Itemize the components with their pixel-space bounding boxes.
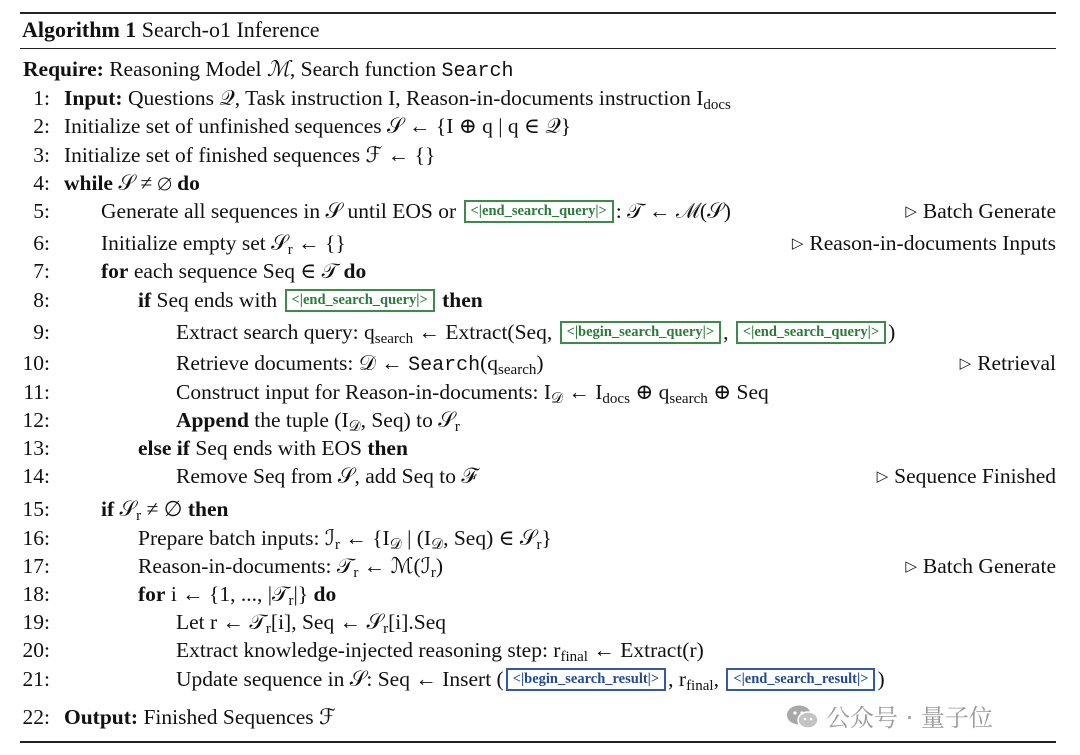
comment-text: Retrieval bbox=[977, 351, 1056, 375]
line-text-b: |} bbox=[293, 582, 314, 606]
line-subscript: 𝒟 bbox=[348, 419, 361, 435]
algorithm-line-12 bbox=[0, 406, 1056, 434]
line-text-d: , Seq) ∈ 𝒮 bbox=[443, 526, 537, 550]
end-search-query-token: <|end_search_query|> bbox=[285, 289, 435, 312]
algorithm-line-3 bbox=[0, 141, 1056, 169]
comment-text: Reason-in-documents Inputs bbox=[809, 231, 1056, 255]
line-comment bbox=[905, 552, 1056, 583]
require-text: Reasoning Model bbox=[109, 57, 267, 81]
line-keyword-end: do bbox=[343, 259, 367, 283]
line-subscript: r bbox=[383, 621, 389, 637]
line-subscript: r bbox=[136, 508, 142, 524]
line-close: ) bbox=[877, 667, 885, 691]
line-comment bbox=[960, 349, 1056, 380]
watermark bbox=[786, 698, 993, 733]
line-text: Remove Seq from 𝒮, add Seq to ℱ bbox=[176, 464, 478, 488]
search-function-name: Search bbox=[408, 354, 481, 377]
algorithm-line-15 bbox=[0, 495, 1056, 523]
comment-text: Batch Generate bbox=[922, 554, 1056, 578]
algorithm-line-2 bbox=[0, 112, 1056, 140]
require-keyword: Require: bbox=[23, 57, 104, 81]
require-text-b: , Search function bbox=[289, 57, 442, 81]
line-text: Initialize set of unfinished sequences 𝒮 ← {I ⊕ q | q ∈ 𝒬} bbox=[64, 114, 572, 138]
line-keyword-end: then bbox=[187, 497, 229, 521]
line-text: Reason-in-documents: 𝒯 bbox=[138, 554, 354, 578]
line-number: 20: bbox=[22, 638, 50, 662]
line-text: 𝒮 bbox=[114, 497, 137, 521]
line-text-b: ← Extract(r) bbox=[587, 638, 704, 662]
line-keyword: else if bbox=[138, 436, 190, 460]
end-search-query-token: <|end_search_query|> bbox=[736, 321, 886, 344]
comment-text: Sequence Finished bbox=[894, 464, 1056, 488]
line-text: each sequence Seq ∈ 𝒯 bbox=[128, 259, 344, 283]
algorithm-line-10 bbox=[0, 349, 1056, 377]
line-subscript: r bbox=[430, 565, 436, 581]
line-number: 13: bbox=[22, 436, 50, 460]
line-subscript: final bbox=[560, 649, 588, 665]
watermark-text: 公众号 · 量子位 bbox=[826, 704, 993, 732]
line-number: 17: bbox=[22, 554, 50, 578]
line-text: i ← {1, ..., |𝒯 bbox=[165, 582, 289, 606]
line-number: 7: bbox=[33, 259, 50, 283]
line-number: 10: bbox=[22, 351, 50, 375]
algorithm-line-13 bbox=[0, 434, 1056, 462]
line-text-b: ← ℳ(ℐ bbox=[358, 554, 431, 578]
algorithm-line-6 bbox=[0, 229, 1056, 257]
line-text-b: ← Extract(Seq, bbox=[413, 320, 558, 344]
algorithm-line-11 bbox=[0, 378, 1056, 406]
algorithm-line-16 bbox=[0, 524, 1056, 552]
line-keyword: Input: bbox=[64, 86, 123, 110]
top-rule bbox=[20, 12, 1056, 14]
line-keyword: while bbox=[64, 171, 113, 195]
line-separator: , bbox=[723, 320, 734, 344]
line-keyword-end: do bbox=[313, 582, 337, 606]
line-subscript: search bbox=[669, 391, 708, 407]
algorithm-line-19 bbox=[0, 608, 1056, 636]
line-keyword: Output: bbox=[64, 705, 139, 729]
line-text: Extract knowledge-injected reasoning step: r bbox=[176, 638, 561, 662]
line-text-b: ≠ ∅ bbox=[141, 497, 188, 521]
line-number: 4: bbox=[33, 171, 50, 195]
line-subscript: r bbox=[288, 593, 294, 609]
line-text: Prepare batch inputs: ℐ bbox=[138, 526, 335, 550]
line-subscript: docs bbox=[703, 97, 731, 113]
line-text-b: , Seq) to 𝒮 bbox=[360, 408, 455, 432]
line-keyword: if bbox=[138, 288, 152, 312]
line-text: Seq ends with bbox=[151, 288, 283, 312]
line-subscript: r bbox=[454, 419, 460, 435]
title-rule bbox=[20, 48, 1056, 49]
line-number: 18: bbox=[22, 582, 50, 606]
line-number: 9: bbox=[33, 320, 50, 344]
line-close: ) bbox=[536, 351, 544, 375]
algorithm-line-18 bbox=[0, 580, 1056, 608]
begin-search-query-token: <|begin_search_query|> bbox=[560, 321, 722, 344]
line-text-b: : 𝒯 ← ℳ(𝒮) bbox=[615, 199, 731, 223]
algorithm-line-4 bbox=[0, 169, 1056, 197]
line-text-c: [i].Seq bbox=[388, 610, 447, 634]
line-subscript: r bbox=[353, 565, 359, 581]
line-text: Update sequence in 𝒮: Seq ← Insert ( bbox=[176, 667, 504, 691]
line-text-b: , r bbox=[668, 667, 687, 691]
algorithm-line-21 bbox=[0, 665, 1056, 693]
line-text: the tuple (I bbox=[248, 408, 349, 432]
line-subscript: search bbox=[374, 331, 414, 347]
line-number: 5: bbox=[33, 199, 50, 223]
line-keyword-end: do bbox=[177, 171, 200, 195]
algorithm-title bbox=[22, 16, 319, 44]
algorithm-line-1 bbox=[0, 84, 1056, 112]
wechat-icon bbox=[786, 704, 820, 730]
line-comment bbox=[877, 462, 1056, 493]
line-text-b: ← {I bbox=[339, 526, 390, 550]
line-number: 2: bbox=[33, 114, 50, 138]
algorithm-line-20 bbox=[0, 636, 1056, 664]
line-text: Construct input for Reason-in-documents: I bbox=[176, 380, 551, 404]
algorithm-label: Algorithm 1 bbox=[22, 17, 137, 42]
comment-triangle-icon: ▷ bbox=[905, 559, 917, 575]
line-subscript: docs bbox=[602, 391, 630, 407]
line-text: Questions 𝒬, Task instruction I, Reason-in-documents instruction I bbox=[122, 86, 704, 110]
comment-triangle-icon: ▷ bbox=[905, 204, 917, 220]
line-subscript: final bbox=[686, 678, 714, 694]
algorithm-line-8 bbox=[0, 286, 1056, 314]
line-text-c: ⊕ q bbox=[629, 380, 670, 404]
line-text-d: ⊕ Seq bbox=[707, 380, 769, 404]
line-number: 21: bbox=[22, 667, 50, 691]
line-text-c: , bbox=[713, 667, 725, 691]
bottom-rule bbox=[20, 741, 1056, 743]
require-line bbox=[0, 55, 1056, 83]
line-text: Let r ← 𝒯 bbox=[176, 610, 266, 634]
line-text-b: [i], Seq ← 𝒮 bbox=[270, 610, 384, 634]
line-text-c: | (I bbox=[401, 526, 432, 550]
line-text: Initialize set of finished sequences ℱ ← {} bbox=[64, 143, 436, 167]
line-number: 6: bbox=[33, 231, 50, 255]
line-text-b: ← I bbox=[562, 380, 603, 404]
algorithm-line-14 bbox=[0, 462, 1056, 490]
line-number: 11: bbox=[23, 380, 50, 404]
line-subscript: r bbox=[287, 242, 293, 258]
algorithm-name: Search-o1 Inference bbox=[141, 17, 320, 42]
model-symbol: ℳ bbox=[266, 57, 290, 82]
line-subscript: 𝒟 bbox=[551, 391, 563, 407]
line-number: 12: bbox=[22, 408, 50, 432]
line-number: 16: bbox=[22, 526, 50, 550]
line-keyword: for bbox=[138, 582, 166, 606]
line-keyword-end: then bbox=[442, 288, 483, 312]
line-text: Generate all sequences in 𝒮 until EOS or bbox=[101, 199, 462, 223]
line-text: Retrieve documents: 𝒟 ← bbox=[176, 351, 409, 375]
end-search-query-token: <|end_search_query|> bbox=[464, 200, 614, 223]
line-number: 14: bbox=[22, 464, 50, 488]
line-keyword-end: then bbox=[367, 436, 408, 460]
line-comment bbox=[792, 229, 1056, 260]
line-close: ) bbox=[888, 320, 896, 344]
search-function-name: Search bbox=[441, 60, 514, 83]
comment-triangle-icon: ▷ bbox=[876, 469, 889, 485]
line-subscript: 𝒟 bbox=[431, 537, 444, 553]
line-comment bbox=[905, 197, 1056, 228]
line-subscript: r bbox=[265, 621, 271, 637]
line-text: Finished Sequences ℱ bbox=[138, 705, 336, 729]
line-keyword: for bbox=[101, 259, 129, 283]
end-search-result-token: <|end_search_result|> bbox=[726, 668, 875, 691]
line-number: 15: bbox=[22, 497, 50, 521]
comment-triangle-icon: ▷ bbox=[791, 236, 804, 252]
line-keyword: Append bbox=[176, 408, 249, 432]
line-text-e: } bbox=[541, 526, 552, 550]
begin-search-result-token: <|begin_search_result|> bbox=[506, 668, 666, 691]
line-subscript: r bbox=[334, 537, 340, 553]
line-number: 19: bbox=[22, 610, 50, 634]
line-keyword: if bbox=[101, 497, 115, 521]
line-number: 1: bbox=[33, 86, 50, 110]
line-number: 22: bbox=[22, 705, 50, 729]
algorithm-line-7 bbox=[0, 257, 1056, 285]
algorithm-line-9 bbox=[0, 318, 1056, 346]
line-text: Seq ends with EOS bbox=[189, 436, 368, 460]
comment-triangle-icon: ▷ bbox=[959, 356, 972, 372]
line-text-c: ) bbox=[435, 554, 443, 578]
line-number: 3: bbox=[33, 143, 50, 167]
line-subscript: r bbox=[536, 537, 542, 553]
line-text-b: (q bbox=[480, 351, 499, 375]
line-subscript: search bbox=[498, 362, 537, 378]
line-number: 8: bbox=[33, 288, 50, 312]
line-text: Initialize empty set 𝒮 bbox=[101, 231, 288, 255]
line-text-b: ← {} bbox=[292, 231, 346, 255]
line-text: Extract search query: q bbox=[176, 320, 375, 344]
line-subscript: 𝒟 bbox=[389, 537, 402, 553]
comment-text: Batch Generate bbox=[922, 199, 1056, 223]
line-text: 𝒮 ≠ ∅ bbox=[112, 171, 178, 195]
algorithm-line-17 bbox=[0, 552, 1056, 580]
algorithm-line-5 bbox=[0, 197, 1056, 225]
